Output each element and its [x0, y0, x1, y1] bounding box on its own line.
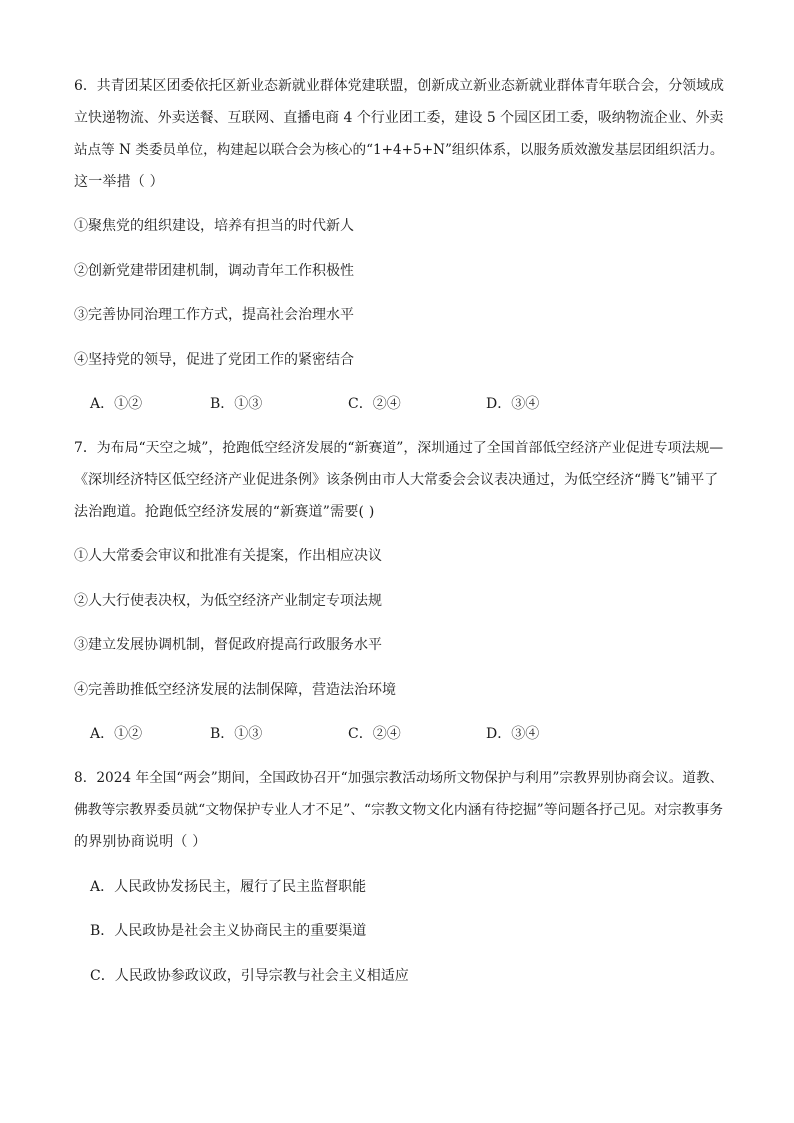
question-8-text-line-2: 佛教等宗教界委员就“文物保护专业人才不足”、“宗教文物文化内涵有待挖掘”等问题各抒己见。对宗教事务	[74, 802, 724, 818]
question-6-text-line-3: 站点等 N 类委员单位，构建起以联合会为核心的“1+4+5+N”组织体系，以服务质效激发基层团组织活力。	[74, 142, 724, 158]
question-6-choice-c[interactable]: C．②④	[348, 396, 401, 412]
question-6-statement-2: ②创新党建带团建机制，调动青年工作积极性	[74, 263, 354, 279]
question-6-text-line-2: 立快递物流、外卖送餐、互联网、直播电商 4 个行业团工委，建设 5 个园区团工委，吸纳物流企业、外卖	[74, 110, 724, 126]
question-8-text-line-1: 8．2024 年全国“两会”期间，全国政协召开“加强宗教活动场所文物保护与利用”宗教界别协商会议。道教、	[74, 770, 724, 786]
question-6-statement-3: ③完善协同治理工作方式，提高社会治理水平	[74, 307, 354, 323]
question-8-option-c[interactable]: C．人民政协参政议政，引导宗教与社会主义相适应	[90, 968, 409, 984]
question-7-statement-2: ②人大行使表决权，为低空经济产业制定专项法规	[74, 593, 382, 609]
question-6-choice-d[interactable]: D．③④	[486, 396, 540, 412]
question-7-text-line-3: 法治跑道。抢跑低空经济发展的“新赛道”需要( )	[74, 504, 375, 520]
question-6-text-line-4: 这一举措（ ）	[74, 174, 164, 190]
question-7-choice-d[interactable]: D．③④	[486, 726, 540, 742]
question-8-text-line-3: 的界别协商说明（ ）	[74, 834, 207, 850]
question-6-choice-a[interactable]: A．①②	[90, 396, 143, 412]
question-6-statement-4: ④坚持党的领导，促进了党团工作的紧密结合	[74, 352, 354, 368]
question-6-statement-1: ①聚焦党的组织建设，培养有担当的时代新人	[74, 218, 354, 234]
question-8-option-a[interactable]: A．人民政协发扬民主，履行了民主监督职能	[90, 879, 367, 895]
question-7-text-line-2: 《深圳经济特区低空经济产业促进条例》该条例由市人大常委会会议表决通过，为低空经济“腾飞”铺平了	[74, 472, 719, 488]
question-7-choice-c[interactable]: C．②④	[348, 726, 401, 742]
question-7-statement-1: ①人大常委会审议和批准有关提案，作出相应决议	[74, 548, 382, 564]
question-8-option-b[interactable]: B．人民政协是社会主义协商民主的重要渠道	[90, 923, 367, 939]
question-7-statement-3: ③建立发展协调机制，督促政府提高行政服务水平	[74, 637, 382, 653]
question-7-choice-a[interactable]: A．①②	[90, 726, 143, 742]
question-7-choice-b[interactable]: B．①③	[210, 726, 263, 742]
question-6-choice-b[interactable]: B．①③	[210, 396, 263, 412]
question-6-text-line-1: 6．共青团某区团委依托区新业态新就业群体党建联盟，创新成立新业态新就业群体青年联合会，分领域成	[74, 78, 724, 94]
question-7-statement-4: ④完善助推低空经济发展的法制保障，营造法治环境	[74, 682, 396, 698]
question-7-text-line-1: 7．为布局“天空之城”，抢跑低空经济发展的“新赛道”，深圳通过了全国首部低空经济产业促进专项法规—	[74, 440, 724, 456]
